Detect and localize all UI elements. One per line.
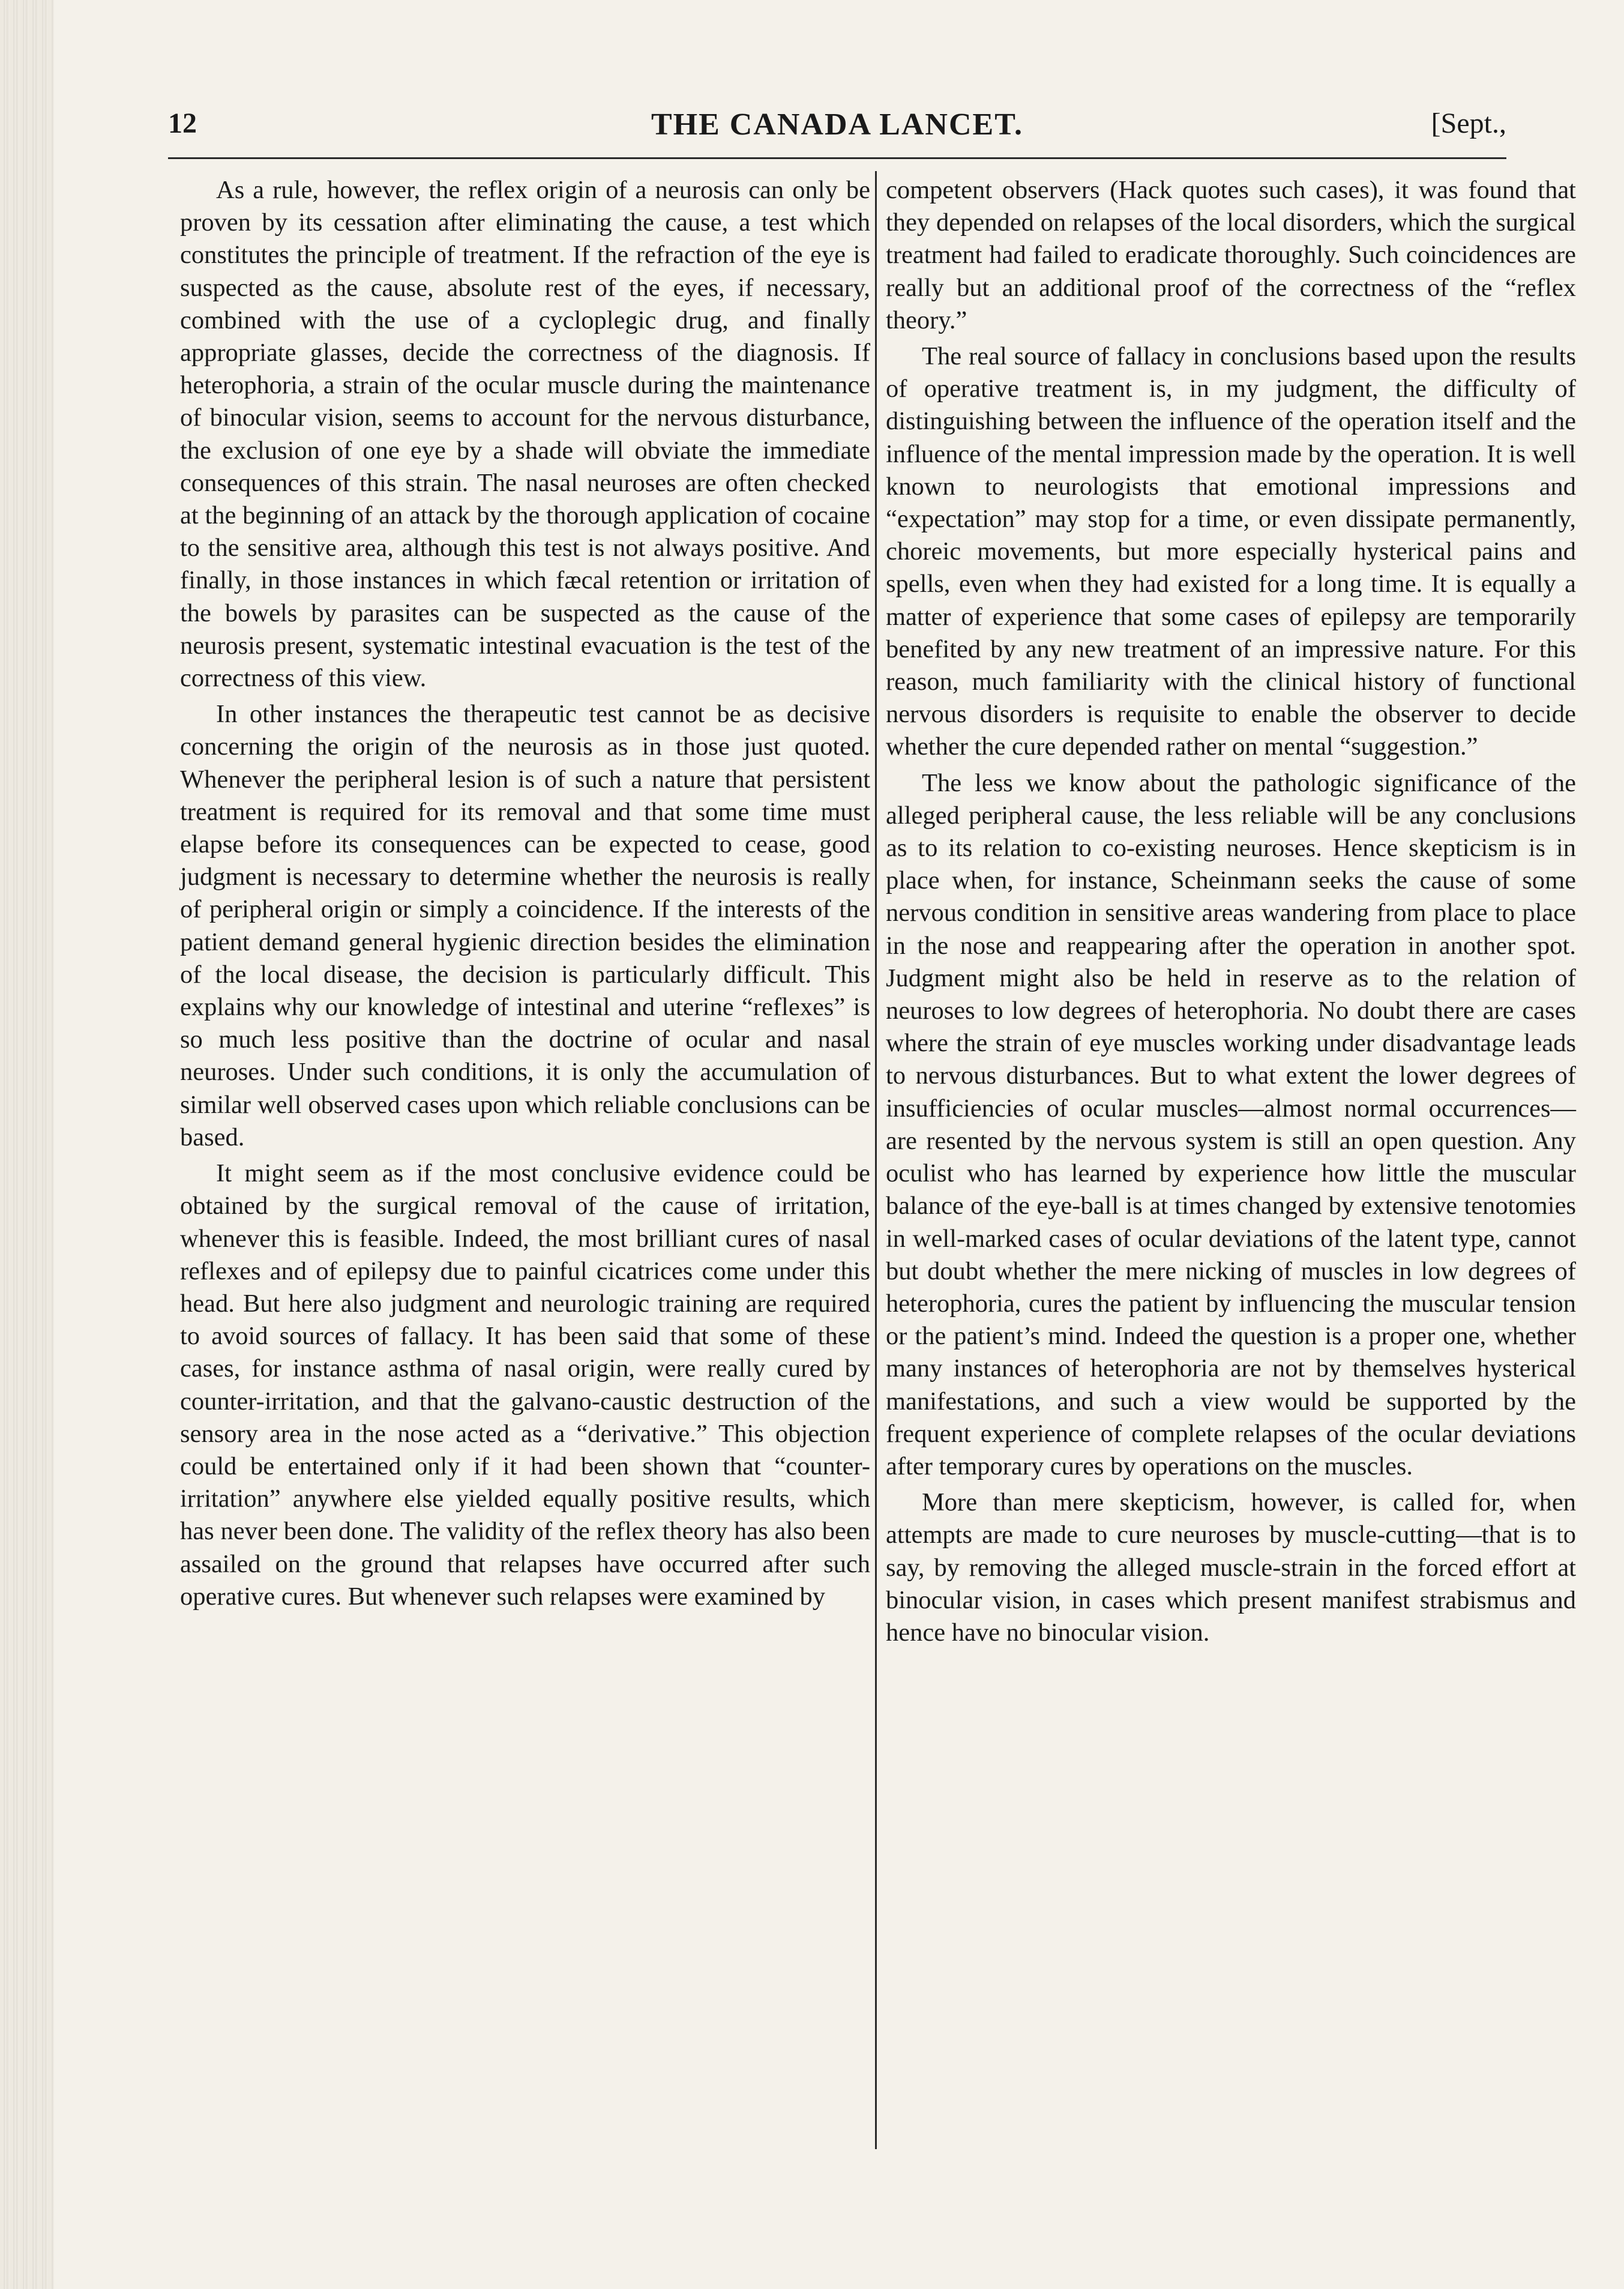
paragraph: More than mere skepticism, however, is called for, when attempts are made to cure neuroses by muscle-cutting—that is to say, by removing the alleged muscle-strain in the forced effort at binocular vision, in cases which present manifest strabismus and hence have no binocular vision. bbox=[886, 1488, 1576, 1647]
issue-month: [Sept., bbox=[1431, 107, 1506, 139]
paragraph: In other instances the therapeutic test cannot be as decisive concerning the origin of the neurosis as in those just quoted. Whenever the peripheral lesion is of such a nature that persistent treatment is required for its removal and that some time must elapse before its consequences can be expected to cease, good judgment is necessary to determine whether the neurosis is really of peripheral origin or simply a coincidence. If the interests of the patient demand general hygienic direction besides the elimination of the local disease, the decision is particularly difficult. This explains why our knowledge of intestinal and uterine “reflexes” is so much less positive than the doctrine of ocular and nasal neuroses. Under such conditions, it is only the accumulation of similar well observed cases upon which reliable conclusions can be based. bbox=[180, 700, 870, 1151]
paragraph-continuation: competent observers (Hack quotes such cases), it was found that they depended on relapses of the local disorders, which the surgical treatment had failed to eradicate thoroughly. Such coincidences are really but an additional proof of the correctness of the “reflex theory.” bbox=[886, 176, 1576, 334]
running-header bbox=[168, 107, 1506, 155]
left-column bbox=[180, 174, 870, 1617]
paragraph: As a rule, however, the reflex origin of a neurosis can only be proven by its cessation after eliminating the cause, a test which constitutes the principle of treatment. If the refraction of the eye is suspected as the cause, absolute rest of the eyes, if necessary, combined with the use of a cycloplegic drug, and finally appropriate glasses, decide the correctness of the diagnosis. If heterophoria, a strain of the ocular muscle during the maintenance of binocular vision, seems to account for the nervous disturbance, the exclusion of one eye by a shade will obviate the immediate consequences of this strain. The nasal neuroses are often checked at the beginning of an attack by the thorough application of cocaine to the sensitive area, although this test is not always positive. And finally, in those instances in which fæcal retention or irritation of the bowels by parasites can be suspected as the cause of the neurosis present, systematic intestinal evacuation is the test of the correctness of this view. bbox=[180, 176, 870, 693]
page-number: 12 bbox=[168, 107, 197, 139]
paragraph: It might seem as if the most conclusive evidence could be obtained by the surgical removal of the cause of irritation, whenever this is feasible. Indeed, the most brilliant cures of nasal reflexes and of epilepsy due to painful cicatrices come under this head. But here also judgment and neurologic training are required to avoid sources of fallacy. It has been said that some of these cases, for instance asthma of nasal origin, were really cured by counter-irritation, and that the galvano-caustic destruction of the sensory area in the nose acted as a “derivative.” This objection could be entertained only if it had been shown that “counter-irritation” anywhere else yielded equally positive results, which has never been done. The validity of the reflex theory has also been assailed on the ground that relapses have occurred after such operative cures. But whenever such relapses were examined by bbox=[180, 1159, 870, 1611]
journal-title: THE CANADA LANCET. bbox=[651, 107, 1024, 142]
right-column bbox=[886, 174, 1576, 1653]
paragraph: The real source of fallacy in conclusions based upon the results of operative treatment is, in my judgment, the difficulty of distinguishing between the influence of the operation itself and the influence of the mental impression made by the operation. It is well known to neurologists that emotional impressions and “expectation” may stop for a time, or even dissipate permanently, choreic movements, but more especially hysterical pains and spells, even when they had existed for a long time. It is equally a matter of experience that some cases of epilepsy are temporarily benefited by any new treatment of an impressive nature. For this reason, much familiarity with the clinical history of functional nervous disorders is requisite to enable the observer to decide whether the cure depended rather on mental “suggestion.” bbox=[886, 342, 1576, 761]
column-divider bbox=[875, 171, 877, 2149]
header-rule bbox=[168, 157, 1506, 159]
paragraph: The less we know about the pathologic significance of the alleged peripheral cause, the less reliable will be any conclusions as to its relation to co-existing neuroses. Hence skepticism is in place when, for instance, Scheinmann seeks the cause of some nervous condition in sensitive areas wandering from place to place in the nose and reappearing after the operation in another spot. Judgment might also be held in reserve as to the relation of neuroses to low degrees of heterophoria. No doubt there are cases where the strain of eye muscles working under disadvantage leads to nervous disturbances. But to what extent the lower degrees of insufficiencies of ocular muscles—almost normal occurrences—are resented by the nervous system is still an open question. Any oculist who has learned by experience how little the muscular balance of the eye-ball is at times changed by extensive tenotomies in well-marked cases of ocular deviations of the latent type, cannot but doubt whether the mere nicking of muscles in low degrees of heterophoria, cures the patient by influencing the muscular tension or the patient’s mind. Indeed the question is a proper one, whether many instances of heterophoria are not by themselves hysterical manifestations, and such a view would be supported by the frequent experience of complete relapses of the ocular deviations after temporary cures by operations on the muscles. bbox=[886, 768, 1576, 1480]
binding-edge bbox=[0, 0, 54, 2289]
